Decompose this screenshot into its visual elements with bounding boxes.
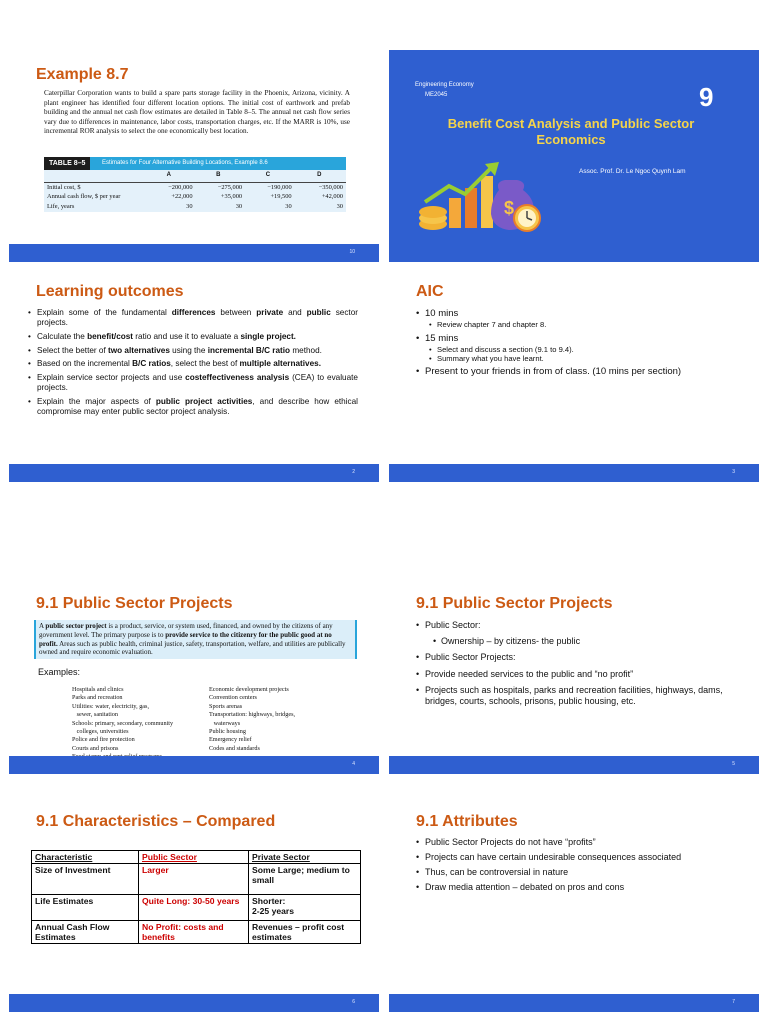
bold-text: differences: [171, 308, 216, 317]
estimates-table: [44, 170, 346, 212]
bold-text: public project activities: [155, 396, 253, 406]
cell: 30: [336, 203, 343, 211]
bold-text: public sector project: [45, 622, 107, 630]
list-item: [28, 346, 358, 356]
slide-footer-bar: [389, 464, 759, 482]
cell: Quite Long: 30-50 years: [139, 895, 249, 921]
text-run: ratio and use it to evaluate a: [133, 331, 241, 341]
author-name: Assoc. Prof. Dr. Le Ngoc Quynh Lam: [579, 168, 686, 175]
table-header-row: [44, 170, 346, 182]
bold-text: private: [256, 308, 284, 317]
header-cell: Public Sector: [139, 851, 249, 864]
header-cell: Private Sector: [249, 851, 361, 864]
cell: 30: [285, 203, 292, 211]
cell: −350,000: [318, 183, 343, 191]
bold-text: provide service to the citizenry for the public good at no profit.: [39, 630, 332, 648]
definition-box: [34, 620, 357, 659]
list-item: Emergency relief: [209, 736, 252, 744]
sub-item: • Summary what you have learnt.: [429, 354, 751, 364]
slide-footer-bar: [9, 244, 379, 262]
bold-text: B/C ratios: [132, 359, 171, 369]
list-item: sewer, sanitation: [72, 711, 118, 719]
list-item: Economic development projects: [209, 686, 289, 693]
aic-list: [416, 308, 751, 377]
cell: Annual Cash Flow Estimates: [32, 921, 139, 944]
bold-text: two alternatives: [108, 345, 170, 355]
cell: +35,000: [220, 193, 243, 201]
text-run: Explain the major aspects of: [37, 396, 156, 406]
cell: −190,000: [267, 183, 292, 191]
slide-public-sector-definition: [9, 582, 379, 794]
page-number: 5: [732, 761, 735, 767]
text-run: between: [215, 308, 257, 317]
header-cell: Characteristic: [32, 851, 139, 864]
slide-title: 9.1 Attributes: [416, 813, 518, 830]
attributes-list: [416, 837, 716, 897]
table-caption: Estimates for Four Alternative Building Locations, Example 8.6: [102, 160, 268, 166]
bold-text: multiple alternatives.: [239, 359, 321, 369]
text-run: sector projects.: [37, 308, 358, 328]
slide-title: AIC: [416, 283, 444, 300]
sub-item: • Select and discuss a section (9.1 to 9.4).: [429, 345, 751, 355]
presentation-title: Benefit Cost Analysis and Public Sector Economics: [447, 116, 695, 147]
table-header-row: [32, 851, 361, 864]
list-item: Parks and recreation: [72, 694, 123, 702]
bold-text: benefit/cost: [87, 331, 134, 341]
estimates-table-block: [44, 157, 346, 212]
slide-aic: [389, 270, 759, 482]
row-label: Annual cash flow, $ per year: [47, 193, 121, 201]
text-run: using the: [169, 345, 208, 355]
text-run: Explain service sector projects and use: [37, 373, 186, 383]
table-row: [32, 895, 361, 921]
col-header: D: [317, 172, 322, 178]
list-item: [28, 373, 358, 393]
list-item: • Projects such as hospitals, parks and recreation facilities, highways, dams, bridges, courts, schools, prisons, public housing, etc.: [416, 685, 736, 706]
list-item: • Draw media attention – debated on pros and cons: [416, 882, 716, 893]
text-run: Based on the incremental: [37, 359, 133, 369]
cell: Life Estimates: [32, 895, 139, 921]
list-item: Convention centers: [209, 694, 257, 702]
text-run: , and describe how ethical compromise may enter public sector project analysis.: [37, 396, 359, 417]
table-row: [44, 202, 346, 213]
slide-title: Example 8.7: [36, 66, 129, 83]
list-item: Sports arenas: [209, 702, 243, 710]
list-item: • Thus, can be controversial in nature: [416, 867, 716, 878]
coin-stack-icon: [419, 206, 447, 218]
text-run: (CEA) to evaluate projects.: [37, 373, 358, 393]
bold-text: public: [306, 308, 331, 317]
slide-title: 9.1 Public Sector Projects: [416, 595, 613, 612]
list-item: colleges, universities: [72, 728, 129, 736]
cell: No Profit: costs and benefits: [139, 921, 249, 944]
table-tag: TABLE 8–5: [44, 157, 90, 170]
list-item: [28, 332, 358, 342]
course-name: Engineering Economy: [415, 82, 474, 88]
bold-text: incremental B/C ratio: [207, 345, 291, 355]
list-item: • Provide needed services to the public and “no profit”: [416, 669, 736, 680]
slide-title-page: [389, 50, 759, 262]
slide-title: 9.1 Public Sector Projects: [36, 595, 233, 612]
slide-example-8-7: [9, 50, 379, 262]
list-item: Schools: primary, secondary, community: [72, 719, 174, 727]
slide-public-sector-summary: [389, 582, 759, 794]
text-run: A: [39, 622, 46, 630]
text-run: is a product, service, or system used, financed, and owned by the citizens of any government level. The primary purpose is to: [39, 622, 333, 639]
slide-footer-bar: [389, 994, 759, 1012]
list-item: Courts and prisons: [72, 744, 119, 752]
slide-footer-bar: [9, 756, 379, 774]
bar-icon: [449, 198, 461, 228]
col-header: B: [216, 172, 221, 178]
table-row: [44, 182, 346, 192]
list-item: [28, 308, 358, 328]
slide-footer-bar: [389, 756, 759, 774]
page-number: 3: [732, 469, 735, 475]
slide-learning-outcomes: [9, 270, 379, 482]
cell: +22,000: [171, 193, 193, 201]
sub-item: • Review chapter 7 and chapter 8.: [429, 320, 751, 330]
list-item: Transportation: highways, bridges,: [209, 711, 296, 719]
finance-illustration: [415, 158, 545, 238]
cell: −200,000: [168, 183, 193, 191]
table-row: [32, 864, 361, 895]
cell: +42,000: [321, 193, 343, 201]
dollar-sign-icon: $: [504, 198, 515, 218]
text-run: Areas such as public health, criminal justice, safety, transportation, welfare, and utilities are publically owned and require economic evaluation.: [39, 639, 346, 657]
slide-footer-bar: [9, 464, 379, 482]
example-paragraph: Caterpillar Corporation wants to build a spare parts storage facility in the Phoenix, Arizona, vicinity. A plant engineer has identified four different location options. The initial cost of earthwork and prefab building and the annual net cash flow estimates are detailed in Table 8–5. The annual net cash flow series vary due to differences in maintenance, labor costs, transportation charges, etc. If the MARR is 10%, use incremental ROR analysis to select the one economically best location.: [44, 89, 350, 136]
list-item: • Public Sector Projects do not have “profits”: [416, 837, 716, 848]
text-run: Explain some of the fundamental: [37, 308, 172, 317]
examples-label: Examples:: [38, 667, 81, 677]
list-item: Public housing: [209, 728, 246, 736]
col-header: C: [265, 172, 271, 178]
characteristics-table: [31, 850, 361, 944]
examples-right-list: [209, 686, 349, 753]
list-item: [416, 333, 751, 364]
slide-title: 9.1 Characteristics – Compared: [36, 813, 276, 830]
cell: 30: [186, 203, 193, 211]
page-number: 2: [352, 469, 355, 475]
bar-icon: [481, 176, 493, 228]
list-item: [416, 308, 751, 329]
list-item: [28, 359, 358, 369]
table-row: [32, 921, 361, 944]
list-item: Utilities: water, electricity, gas,: [72, 702, 150, 710]
list-item: Hospitals and clinics: [72, 686, 124, 693]
cell: −275,000: [217, 183, 243, 191]
text-run: Calculate the: [37, 331, 88, 341]
table-row: [44, 192, 346, 202]
text-run: method.: [290, 345, 322, 355]
slide-characteristics: [9, 800, 379, 1012]
page-number: 6: [352, 999, 355, 1005]
list-item: • Public Sector Projects:: [416, 652, 736, 663]
item-text: 10 mins: [425, 308, 459, 319]
summary-list: [416, 620, 736, 707]
row-label: Life, years: [47, 202, 75, 210]
sub-item: • Ownership – by citizens- the public: [433, 636, 736, 647]
slide-footer-bar: [9, 994, 379, 1012]
course-code: ME2045: [425, 92, 448, 98]
list-item: • Projects can have certain undesirable consequences associated: [416, 852, 716, 863]
cell: Revenues – profit cost estimates: [249, 921, 361, 944]
table-header-strip: [44, 157, 346, 170]
cell: Shorter: 2-25 years: [249, 895, 361, 921]
item-text: 15 mins: [425, 333, 459, 345]
bold-text: costeffectiveness analysis: [185, 373, 290, 383]
list-item: [416, 620, 736, 646]
page-number: 10: [349, 249, 355, 255]
col-header: A: [166, 172, 171, 178]
page-number: 7: [732, 999, 735, 1005]
cell: Size of Investment: [32, 864, 139, 895]
slide-title: Learning outcomes: [36, 283, 184, 300]
list-item: waterways: [209, 719, 241, 727]
page-number: 4: [352, 761, 355, 767]
list-item: Codes and standards: [209, 744, 260, 752]
text-run: Select the better of: [37, 345, 109, 355]
slide-attributes: [389, 800, 759, 1012]
cell: +19,500: [270, 193, 292, 201]
cell: 30: [235, 203, 243, 211]
item-text: Public Sector:: [425, 620, 481, 630]
list-item: • Present to your friends in from of class. (10 mins per section): [416, 366, 751, 378]
bold-text: single project.: [240, 331, 296, 341]
list-item: [28, 397, 358, 417]
cell: Some Large; medium to small: [249, 864, 361, 895]
text-run: , select the best of: [170, 359, 240, 369]
cell: Larger: [139, 864, 249, 895]
row-label: Initial cost, $: [47, 183, 81, 191]
outcomes-list: [28, 308, 358, 421]
text-run: and: [283, 308, 307, 317]
list-item: Police and fire protection: [72, 736, 135, 744]
chapter-number: 9: [699, 82, 714, 112]
